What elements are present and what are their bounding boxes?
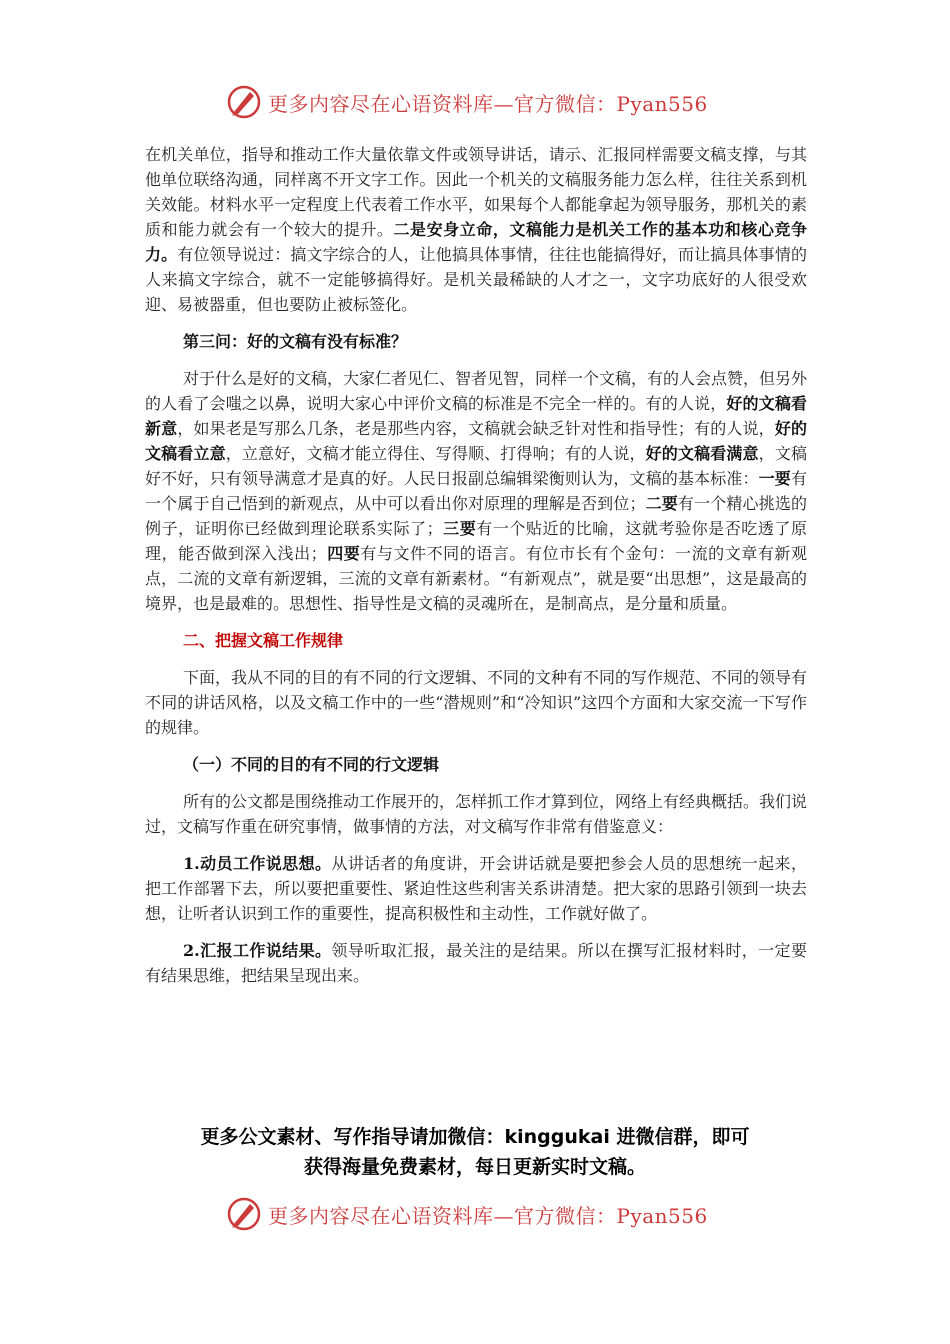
list-item-2 xyxy=(145,938,807,988)
paragraph-1 xyxy=(145,142,807,317)
bold-point: 好的文稿看满意 xyxy=(645,444,759,463)
bold-point: 好的文稿看新意 xyxy=(145,394,807,438)
text: ，如果老是写那么几条，老是那些内容，文稿就会缺乏针对性和指导性；有的人说， xyxy=(177,419,775,438)
text: 有位领导说过：搞文字综合的人，让他搞具体事情，往往也能搞得好，而让搞具体事情的人来搞文字综合，就不一定能够搞得好。是机关最稀缺的人才之一，文字功底好的人很受欢迎、易被器重，但也要防止被标签化。 xyxy=(145,245,807,314)
subsection-1-heading: （一）不同的目的有不同的行文逻辑 xyxy=(183,755,440,774)
bold-point: 一要 xyxy=(758,469,791,488)
promo-notice xyxy=(100,1122,850,1182)
pen-nib-logo-icon xyxy=(224,1194,264,1234)
text: 有一个贴近的比喻，这就考验你是否吃透了原理，能否做到深入浅出； xyxy=(145,519,807,563)
document-body xyxy=(145,142,807,1000)
promo-line-2: 获得海量免费素材，每日更新实时文稿。 xyxy=(303,1156,646,1178)
section-2-heading: 二、把握文稿工作规律 xyxy=(183,631,344,650)
paragraph-4: 所有的公文都是围绕推动工作展开的，怎样抓工作才算到位，网络上有经典概括。我们说过，文稿写作重在研究事情，做事情的方法，对文稿写作非常有借鉴意义： xyxy=(145,792,808,836)
bold-point: 三要 xyxy=(442,519,477,538)
text: ，文稿好不好，只有领导满意才是真的好。人民日报副总编辑梁衡则认为，文稿的基本标准： xyxy=(145,444,807,488)
bold-point: 二要 xyxy=(645,494,678,513)
bold-point: 四要 xyxy=(326,544,361,563)
text: 有与文件不同的语言。有位市长有个金句：一流的文章有新观点，二流的文章有新逻辑，三流的文章有新素材。“有新观点”，就是要“出思想”，这是最高的境界，也是最难的。思想性、指导性是文稿的灵魂所在，是制高点，是分量和质量。 xyxy=(145,544,807,613)
text: 领导听取汇报，最关注的是结果。所以在撰写汇报材料时，一定要有结果思维，把结果呈现出来。 xyxy=(145,941,807,985)
text: 对于什么是好的文稿，大家仁者见仁、智者见智，同样一个文稿，有的人会点赞，但另外的人看了会嗤之以鼻，说明大家心中评价文稿的标准是不完全一样的。有的人说， xyxy=(145,369,808,413)
text: ，立意好，文稿才能立得住、写得顺、打得响；有的人说， xyxy=(225,444,646,463)
footer-banner xyxy=(224,1194,744,1234)
text: 有一个属于自己悟到的新观点，从中可以看出你对原理的理解是否到位； xyxy=(145,469,807,513)
bold-point: 二是安身立命，文稿能力是机关工作的基本功和核心竞争力。 xyxy=(145,220,807,264)
text: 从讲话者的角度讲，开会讲话就是要把参会人员的思想统一起来，把工作部署下去，所以要把重要性、紧迫性这些利害关系讲清楚。把大家的思路引领到一块去想，让听者认识到工作的重要性，提高积极性和主动性，工作就好做了。 xyxy=(145,854,807,923)
list-item-1 xyxy=(145,851,807,926)
banner-text: 更多内容尽在心语资料库—官方微信：Pyan556 xyxy=(268,1203,708,1228)
paragraph-3: 下面，我从不同的目的有不同的行文逻辑、不同的文种有不同的写作规范、不同的领导有不同的讲话风格，以及文稿工作中的一些“潜规则”和“冷知识”这四个方面和大家交流一下写作的规律。 xyxy=(145,668,808,737)
bold-point: 好的文稿看立意 xyxy=(145,419,807,463)
question-3-heading: 第三问：好的文稿有没有标准？ xyxy=(183,332,408,351)
item-title: 2.汇报工作说结果。 xyxy=(183,941,332,960)
item-title: 1.动员工作说思想。 xyxy=(183,854,332,873)
paragraph-2 xyxy=(145,366,807,616)
text: 有一个精心挑选的例子，证明你已经做到理论联系实际了； xyxy=(145,494,807,538)
banner-text: 更多内容尽在心语资料库—官方微信：Pyan556 xyxy=(268,91,708,116)
pen-nib-logo-icon xyxy=(224,82,264,122)
text: 在机关单位，指导和推动工作大量依靠文件或领导讲话，请示、汇报同样需要文稿支撑，与其他单位联络沟通，同样离不开文字工作。因此一个机关的文稿服务能力怎么样，往往关系到机关效能。材料水平一定程度上代表着工作水平，如果每个人都能拿起为领导服务，那机关的素质和能力就会有一个较大的提升。 xyxy=(145,145,807,239)
promo-line-1: 更多公文素材、写作指导请加微信：kinggukai 进微信群，即可 xyxy=(200,1126,750,1148)
header-banner xyxy=(224,82,744,122)
